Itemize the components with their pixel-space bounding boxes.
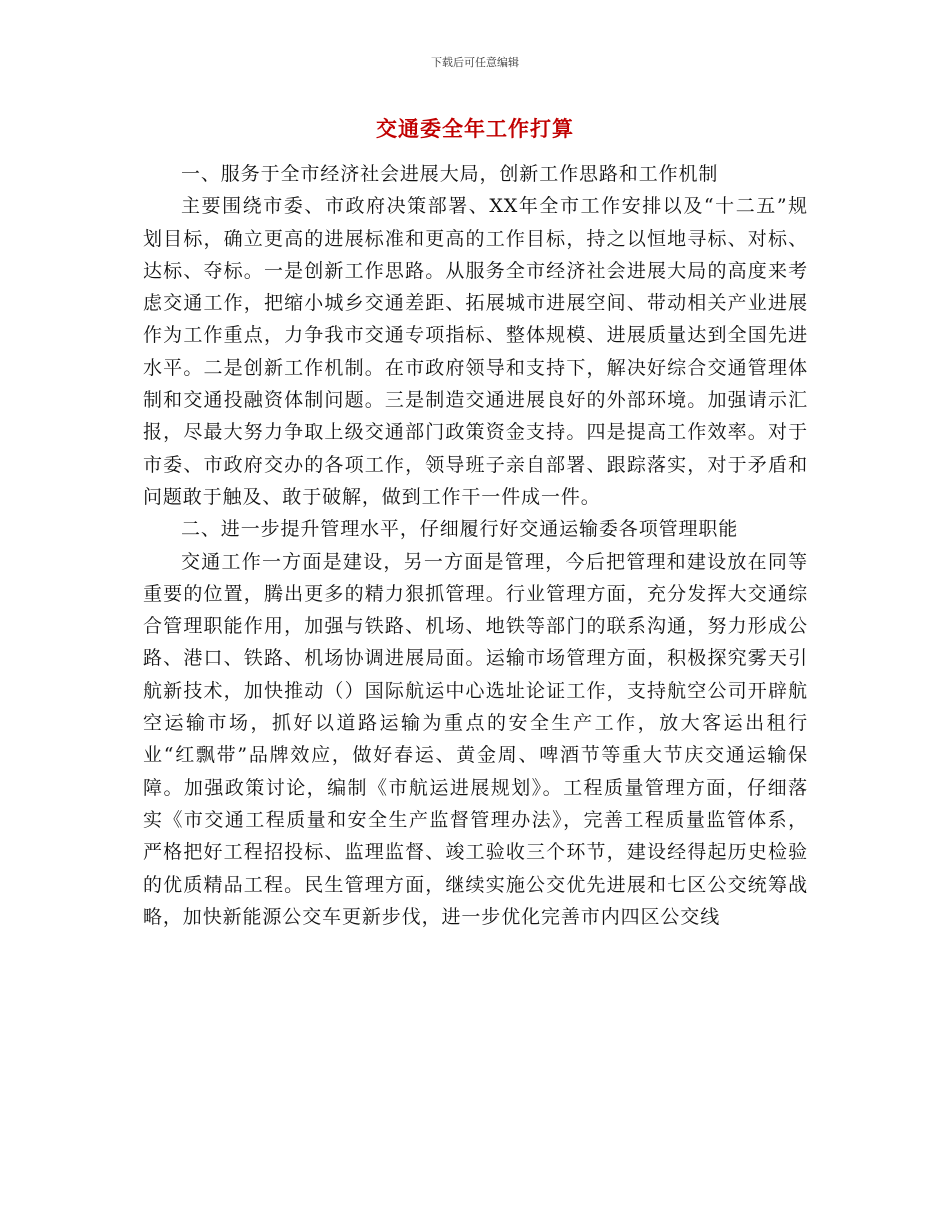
section-heading-2: 二、进一步提升管理水平，仔细履行好交通运输委各项管理职能 [181, 518, 739, 541]
document-title: 交通委全年工作打算 [376, 117, 574, 141]
header-note: 下载后可任意编辑 [431, 56, 519, 69]
paragraph: 主要围绕市委、市政府决策部署、XX年全市工作安排以及“十二五”规划目标，确立更高的进展标准和更高的工作目标，持之以恒地寻标、对标、达标、夺标。一是创新工作思路。从服务全市经济社会进展大局的高度来考虑交通工作，把缩小城乡交通差距、拓展城市进展空间、带动相关产业进展作为工作重点，力争我市交通专项指标、整体规模、进展质量达到全国先进水平。二是创新工作机制。在市政府领导和支持下，解决好综合交通管理体制和交通投融资体制问题。三是制造交通进展良好的外部环境。加强请示汇报，尽最大努力争取上级交通部门政策资金支持。四是提高工作效率。对于市委、市政府交办的各项工作，领导班子亲自部署、跟踪落实，对于矛盾和问题敢于触及、敢于破解，做到工作干一件成一件。 [143, 195, 808, 508]
document-body [143, 158, 808, 933]
paragraph: 交通工作一方面是建设，另一方面是管理，今后把管理和建设放在同等重要的位置，腾出更多的精力狠抓管理。行业管理方面，充分发挥大交通综合管理职能作用，加强与铁路、机场、地铁等部门的联系沟通，努力形成公路、港口、铁路、机场协调进展局面。运输市场管理方面，积极探究雾天引航新技术，加快推动（）国际航运中心选址论证工作，支持航空公司开辟航空运输市场，抓好以道路运输为重点的安全生产工作，放大客运出租行业“红飘带”品牌效应，做好春运、黄金周、啤酒节等重大节庆交通运输保障。加强政策讨论，编制《市航运进展规划》。工程质量管理方面，仔细落实《市交通工程质量和安全生产监督管理办法》，完善工程质量监管体系，严格把好工程招投标、监理监督、竣工验收三个环节，建设经得起历史检验的优质精品工程。民生管理方面，继续实施公交优先进展和七区公交统筹战略，加快新能源公交车更新步伐，进一步优化完善市内四区公交线 [143, 550, 808, 928]
section-heading-1: 一、服务于全市经济社会进展大局，创新工作思路和工作机制 [181, 163, 719, 185]
